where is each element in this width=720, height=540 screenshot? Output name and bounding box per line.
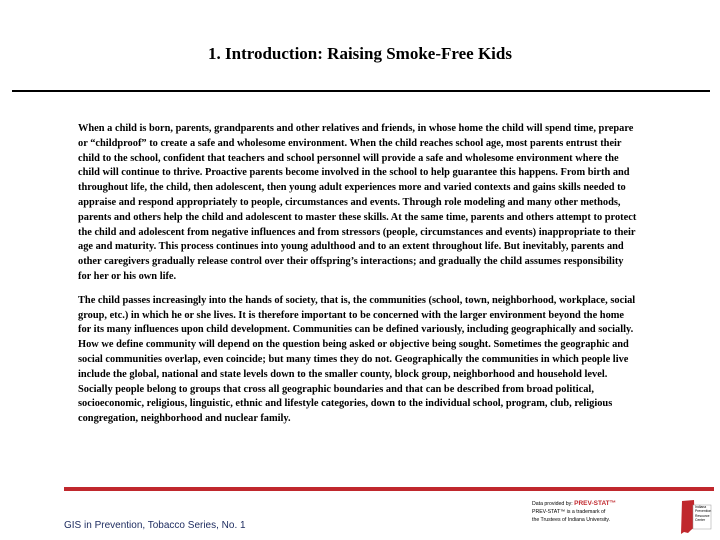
trademark-line-1: PREV-STAT™ is a trademark of (532, 509, 606, 515)
trademark-line-2: the Trustees of Indiana University. (532, 517, 611, 523)
credit-brand: PREV-STAT™ (574, 500, 617, 507)
paragraph-2: The child passes increasingly into the hands of society, that is, the communities (school, town, neighborhood, workplace, social group, etc.) in which he or she lives. It is therefore important to be concerned with the larger environment beyond the home for its many influences upon child development. Communities can be defined variously, including geographically and socially. How we define community will depend on the question being asked or objective being sought. Sometimes the geographic and social communities overlap, even coincide; but many times they do not. Geographically the communities in which people live include the global, national and state levels down to the smaller county, block group, neighborhood and household level. Socially people belong to groups that cross all geographic boundaries and that can be described from broad political, socioeconomic, religious, linguistic, ethnic and lifestyle categories, down to the individual school, program, club, religious congregation, neighborhood and nuclear family. (78, 294, 636, 425)
title-divider (12, 90, 710, 92)
series-label: GIS in Prevention, Tobacco Series, No. 1 (64, 520, 246, 531)
data-credit (532, 500, 682, 524)
body-text (78, 122, 638, 436)
page-title: 1. Introduction: Raising Smoke-Free Kids (208, 44, 512, 63)
paragraph-1: When a child is born, parents, grandparents and other relatives and friends, in whose home the child will spend time, prepare or “childproof” to create a safe and wholesome environment. When the child reaches school age, most parents entrust their child to the school, confident that teachers and school personnel will provide a safe and wholesome environment where the child will continue to thrive. Proactive parents become involved in the school to help guarantee this happens. From birth and throughout life, the child, then adolescent, then young adult experiences more and varied contexts and gains skills needed to appraise and respond appropriately to people, circumstances and events. Through role modeling and many other methods, parents and others help the child and adolescent to master these skills. At the same time, parents and others attempt to protect the child and adolescent from negative influences and from stressors (people, circumstances and events) inappropriate to their age and maturity. This process continues into young adulthood and to an extent throughout life. But inevitably, parents and other caregivers gradually release control over their offspring’s interactions; and gradually the child assumes responsibility for her or his own life. (78, 123, 637, 282)
footer-divider (64, 487, 714, 491)
credit-line (532, 500, 682, 508)
credit-prefix: Data provided by: (532, 501, 575, 507)
logo-text: Indiana Prevention Resource Center (695, 505, 712, 523)
